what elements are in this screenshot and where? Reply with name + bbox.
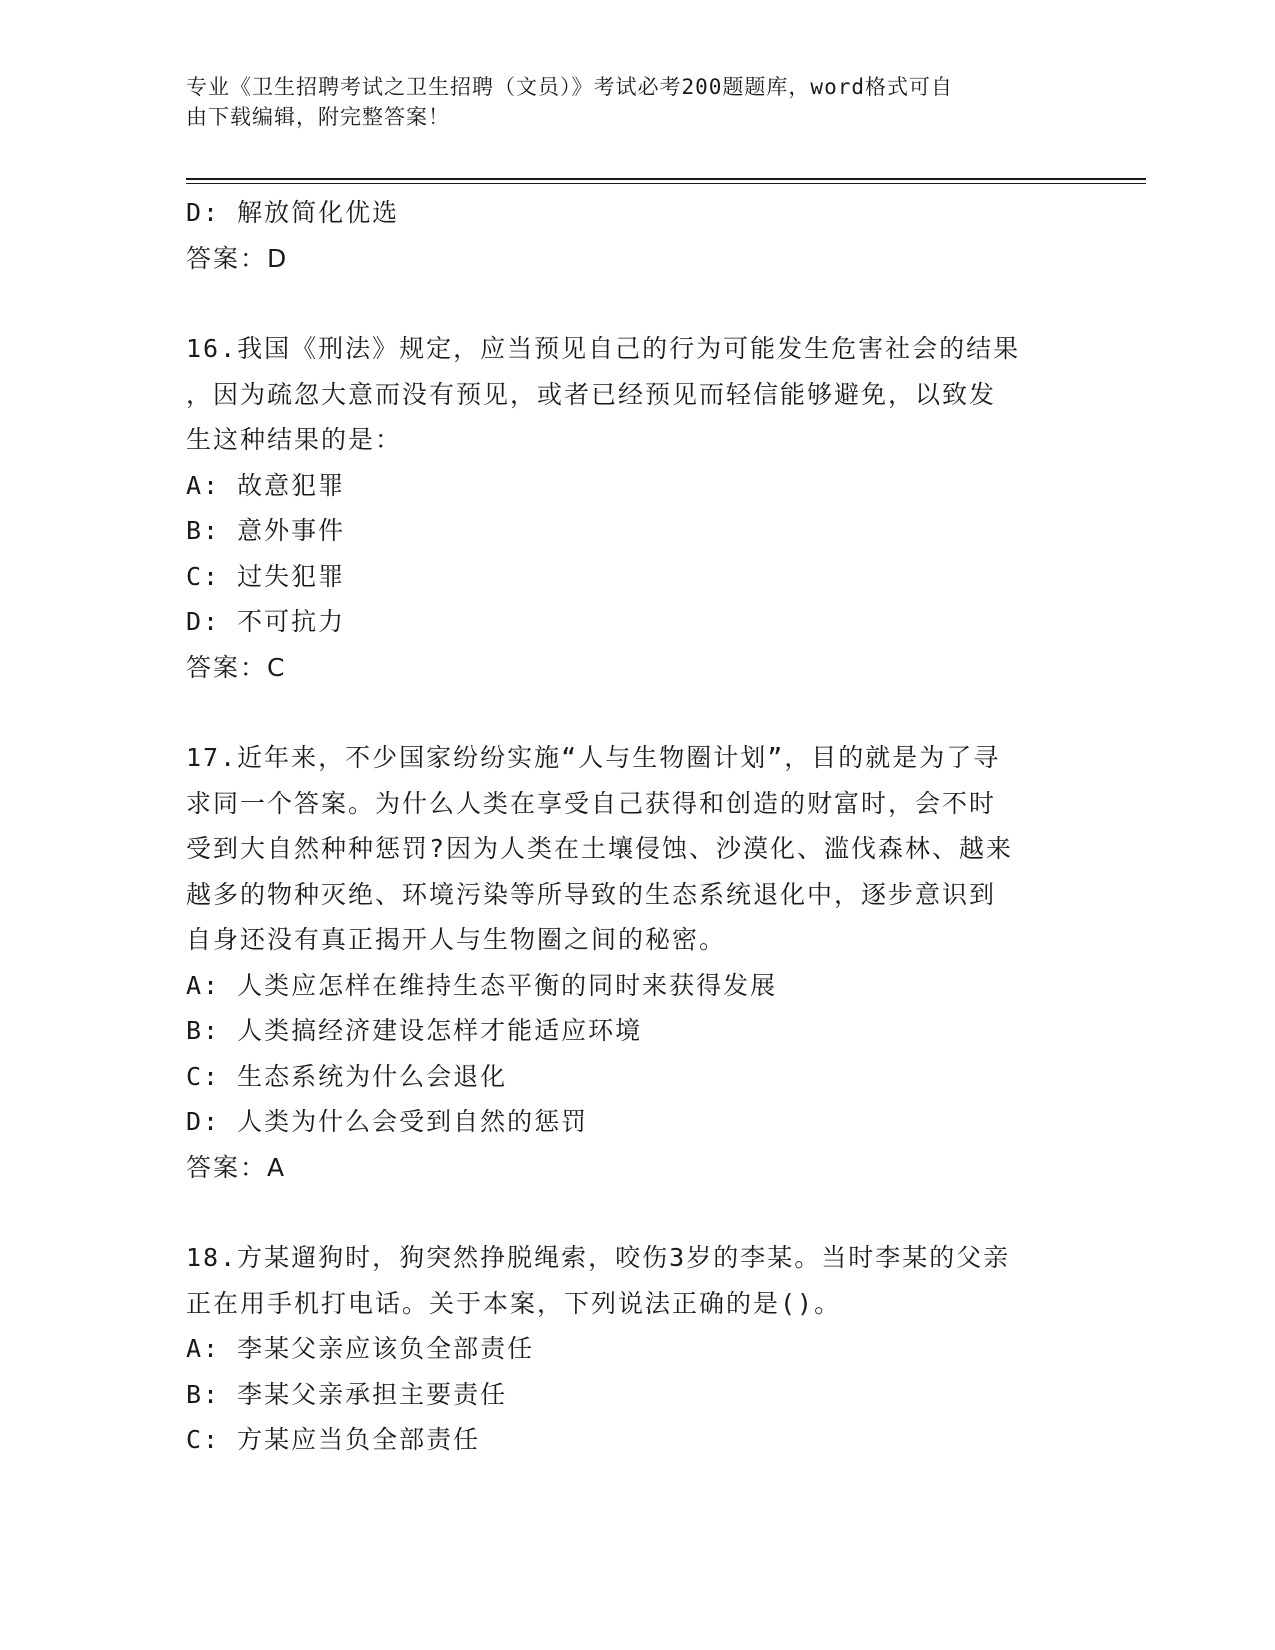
question-stem-line: 17.近年来，不少国家纷纷实施“人与生物圈计划”，目的就是为了寻 [186,743,1001,772]
header-divider-thin [186,183,1146,184]
question-stem-line: ，因为疏忽大意而没有预见，或者已经预见而轻信能够避免，以致发 [186,379,997,409]
option-d: D: 解放简化优选 [186,198,400,227]
spacer [186,281,1066,326]
option-a: A: 李某父亲应该负全部责任 [186,1334,535,1363]
question-stem-line: 求同一个答案。为什么人类在享受自己获得和创造的财富时，会不时 [186,788,997,818]
answer-line: 答案：D [186,243,289,273]
spacer [186,1190,1066,1235]
question-stem-line: 受到大自然种种惩罚?因为人类在土壤侵蚀、沙漠化、滥伐森林、越来 [186,834,1014,863]
option-b: B: 意外事件 [186,516,346,545]
question-15-tail [186,190,1066,281]
question-18 [186,1235,1066,1463]
document-header [186,72,1086,132]
header-line-2: 由下载编辑，附完整答案！ [186,105,450,129]
header-divider-thick [186,178,1146,180]
question-stem-line: 正在用手机打电话。关于本案，下列说法正确的是()。 [186,1288,842,1318]
question-stem-line: 生这种结果的是： [186,425,403,454]
answer-line: 答案：A [186,1152,287,1182]
question-17 [186,735,1066,1190]
answer-line: 答案：C [186,652,287,682]
option-d: D: 人类为什么会受到自然的惩罚 [186,1107,589,1136]
option-b: B: 人类搞经济建设怎样才能适应环境 [186,1016,643,1045]
option-a: A: 故意犯罪 [186,470,346,500]
question-stem-line: 16.我国《刑法》规定，应当预见自己的行为可能发生危害社会的结果 [186,334,1021,363]
question-stem-line: 18.方某遛狗时，狗突然挣脱绳索，咬伤3岁的李某。当时李某的父亲 [186,1243,1011,1272]
question-16 [186,326,1066,690]
option-c: C: 生态系统为什么会退化 [186,1061,508,1091]
option-b: B: 李某父亲承担主要责任 [186,1379,508,1409]
question-stem-line: 越多的物种灭绝、环境污染等所导致的生态系统退化中，逐步意识到 [186,879,997,909]
option-c: C: 过失犯罪 [186,561,346,591]
question-list [186,190,1066,1463]
spacer [186,690,1066,735]
question-stem-line: 自身还没有真正揭开人与生物圈之间的秘密。 [186,925,727,954]
header-line-1: 专业《卫生招聘考试之卫生招聘（文员）》考试必考200题题库，word格式可自 [186,75,953,99]
option-d: D: 不可抗力 [186,607,346,636]
option-c: C: 方某应当负全部责任 [186,1425,481,1454]
option-a: A: 人类应怎样在维持生态平衡的同时来获得发展 [186,970,778,1000]
